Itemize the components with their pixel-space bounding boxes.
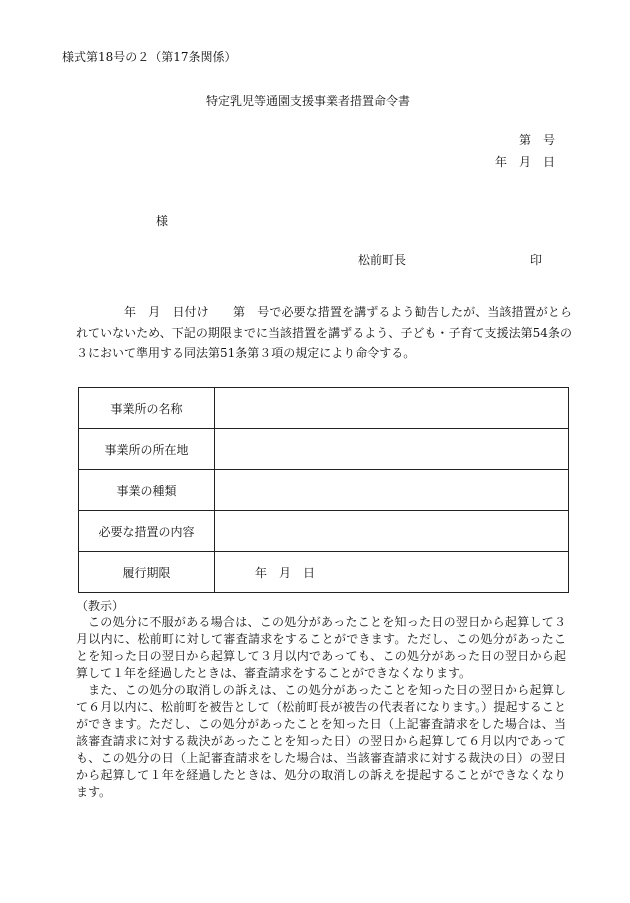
notice-paragraph-lawsuit: また、この処分の取消しの訴えは、この処分があったことを知った日の翌日から起算して６月以内に、松前町を被告として（松前町長が被告の代表者になります。）提起することができます。ただし、この処分があったことを知った日（上記審査請求をした場合は、当該審査請求に対する裁決があったことを知った日）の翌日から起算して６月以内であっても、この処分の日（上記審査請求をした場合は、当該審査請求に対する裁決の日）の翌日から起算して１年を経過したときは、処分の取消しの訴えを提起することができなくなります。 xyxy=(76,683,566,799)
order-detail-table xyxy=(78,387,569,593)
row-value-deadline: 年 月 日 xyxy=(215,552,569,593)
table-row xyxy=(79,511,569,552)
table-row xyxy=(79,470,569,511)
seal-mark: 印 xyxy=(530,253,543,267)
recipient-honorific: 様 xyxy=(156,214,169,228)
order-body-text: 年 月 日付け 第 号で必要な措置を講ずるよう勧告したが、当該措置がとられていないため、下記の期限までに当該措置を講ずるよう、子ども・子育て支援法第54条の３において準用する同法第51条第３項の規定により命令する。 xyxy=(76,305,572,360)
row-value-required-measures xyxy=(215,511,569,552)
issuer-name: 松前町長 xyxy=(358,253,407,267)
row-label-business-type: 事業の種類 xyxy=(79,470,215,511)
row-value-facility-name xyxy=(215,388,569,429)
table-row xyxy=(79,552,569,593)
table-row xyxy=(79,388,569,429)
notice-paragraph-appeal: この処分に不服がある場合は、この処分があったことを知った日の翌日から起算して３月以内に、松前町に対して審査請求をすることができます。ただし、この処分があったことを知った日の翌日から起算して３月以内であっても、この処分があった日の翌日から起算して１年を経過したときは、審査請求をすることができなくなります。 xyxy=(76,615,566,680)
row-label-required-measures: 必要な措置の内容 xyxy=(79,511,215,552)
row-label-facility-name: 事業所の名称 xyxy=(79,388,215,429)
issue-number: 第 号 xyxy=(518,133,555,147)
row-value-business-type xyxy=(215,470,569,511)
row-label-deadline: 履行期限 xyxy=(79,552,215,593)
form-number: 様式第18号の２（第17条関係） xyxy=(62,50,237,64)
row-label-facility-address: 事業所の所在地 xyxy=(79,429,215,470)
document-title: 特定乳児等通園支援事業者措置命令書 xyxy=(206,94,411,108)
table-row xyxy=(79,429,569,470)
issue-date: 年 月 日 xyxy=(494,155,555,169)
row-value-facility-address xyxy=(215,429,569,470)
notice-heading: （教示） xyxy=(76,599,125,613)
